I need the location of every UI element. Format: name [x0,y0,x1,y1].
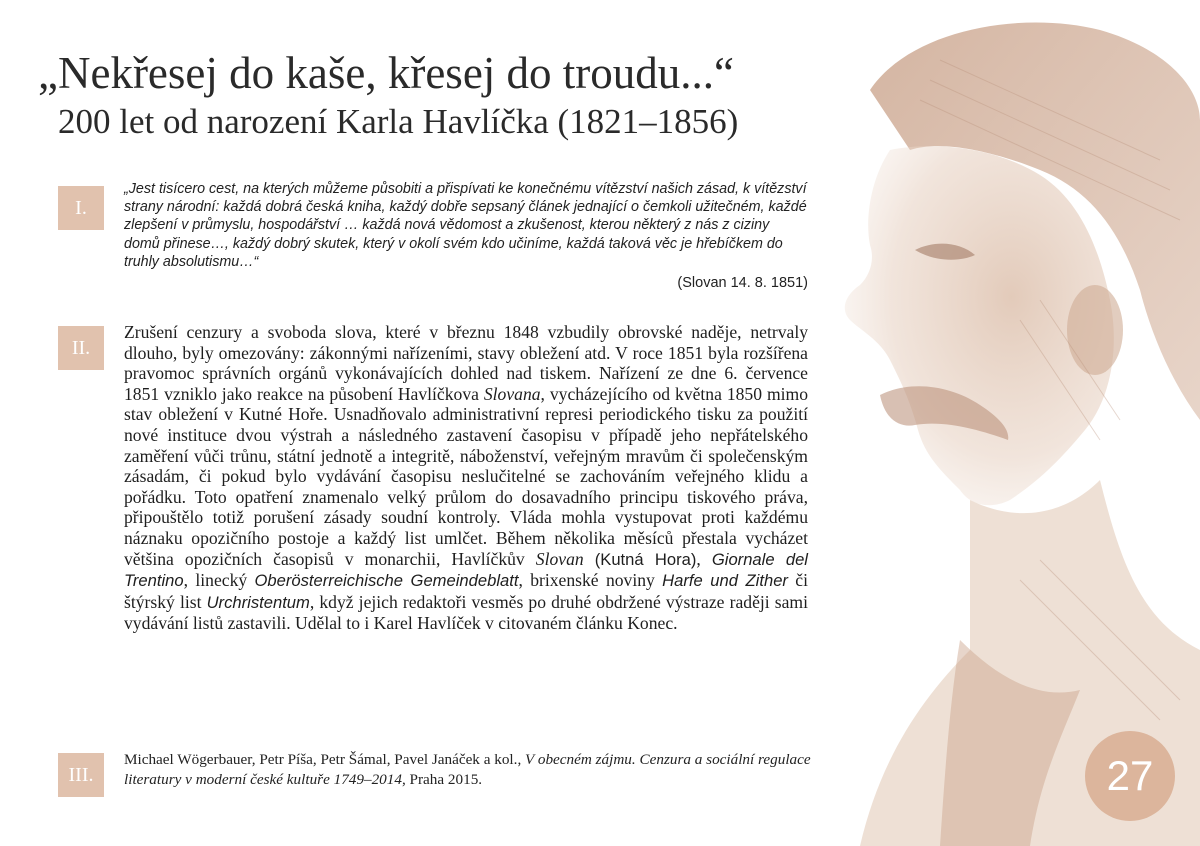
body-text-run [584,549,595,569]
section-marker-iii: III. [58,753,104,797]
body-text-run: , [696,548,712,569]
body-text-run: či štýrský list [124,570,808,612]
page-title: „Nekřesej do kaše, křesej do troudu...“ [38,48,735,98]
body-italic-term: Slovana [483,383,541,404]
section-marker-ii: II. [58,326,104,370]
body-italic-term: Slovan [535,548,584,569]
body-italic-term: Harfe und Zither [662,571,788,591]
bibliography-reference [124,750,814,790]
reference-authors: Michael Wögerbauer, Petr Píša, Petr Šámal, Pavel Janáček a kol., [124,751,526,768]
page-number-badge: 27 [1085,731,1175,821]
body-text-run: , linecký [183,570,255,591]
quote-text: „Jest tisícero cest, na kterých můžeme působiti a přispívati ke konečnému vítězství našich zásad, k vítězství strany národní: každá dobrá česká kniha, každý dobře sepsaný článek jednající o čemkoli užitečném, každé zlepšení v průmyslu, hospodářství … každá nová vědomost a zkušenost, kterou některý z nás z ciziny domů přinese…, každý dobrý skutek, který v okolí svém kdo učiníme, každá taková věc je hřebíčkem do truhly absolutismu…“ [124,181,807,270]
body-italic-term: Urchristentum [206,592,310,612]
body-italic-term: Giornale del Trentino [124,549,808,591]
body-text-run: , když jejich redaktoři vesměs po druhé obdržené výstraze raději sami vydávání listů zastavili. Udělal to i Karel Havlíček v citovaném článku Konec. [124,591,808,634]
page-subtitle: 200 let od narození Karla Havlíčka (1821–1856) [58,102,739,141]
quote-source: (Slovan 14. 8. 1851) [677,275,808,291]
body-text-run: , brixenské noviny [518,570,663,591]
body-text-run: Zrušení cenzury a svoboda slova, které v březnu 1848 vzbudily obrovské naděje, netrvaly dlouho, byly omezovány: zákonnými nařízeními, stavy obležení atd. V roce 1851 byla rozšířena pravomoc správních orgánů vykonávajících dohled nad tiskem. Nařízení ze dne 6. července 1851 vzniklo jako reakce na působení Havlíčkova [124,322,808,404]
body-paragraph [124,322,808,634]
body-italic-term: Oberösterreichische Gemeindeblatt [254,571,519,591]
body-text-run: (Kutná Hora) [594,549,697,569]
reference-book-title: V obecném zájmu. Cenzura a sociální regulace literatury v moderní české kultuře 1749–2014 [124,751,811,788]
body-text-run: , vycházejícího od května 1850 mimo stav obležení v Kutné Hoře. Usnadňovalo administrativní represi periodického tisku za použití nové instituce dvou výstrah a následného zastavení časopisu v případě jeho nepřátelského zaměření vůči trůnu, státní jednotě a integritě, náboženství, veřejným mravům či společenským zásadám, či pokud bylo vydávání časopisu neslučitelné se zachováním veřejného klidu a pořádku. Toto opatření znamenalo velký průlom do dosavadního principu tiskového práva, připouštělo totiž porušení zásady soudní kontroly. Vláda mohla vystupovat proti každému náznaku opozičního postoje a každý list umlčet. Během několika měsíců přestala vycházet většina opozičních časopisů v monarchii, Havlíčkův [124,383,808,569]
section-marker-i: I. [58,186,104,230]
reference-place: , Praha 2015. [401,771,483,788]
